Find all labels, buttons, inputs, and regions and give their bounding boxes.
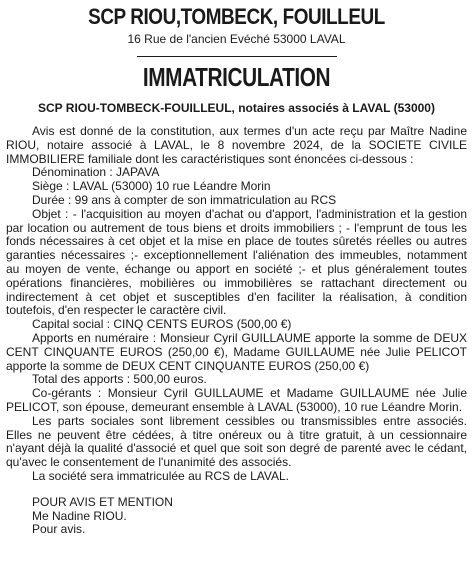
siege-line: Siège : LAVAL (53000) 10 rue Léandre Morin [32,179,271,194]
notice-type-title: IMMATRICULATION [142,62,331,92]
cogerants-paragraph: Co-gérants : Monsieur Cyril GUILLAUME et Madame GUILLAUME née Julie PELICOT, son épouse, demeurant ensemble à LAVAL (53000), 10 rue Léandre Morin. [6,386,467,414]
notice-subheading: SCP RIOU-TOMBECK-FOUILLEUL, notaires associés à LAVAL (53000) [38,101,435,115]
closing-mention: POUR AVIS ET MENTION [32,494,173,509]
intro-paragraph: Avis est donné de la constitution, aux termes d'un acte reçu par Maître Nadine RIOU, notaire associé à LAVAL, le 8 novembre 2024, de la SOCIETE CIVILE IMMOBILIERE familiale dont les caractéristiques sont énoncées ci-dessous : [6,124,467,166]
capital-line: Capital social : CINQ CENTS EUROS (500,00 €) [32,317,292,332]
objet-paragraph: Objet : - l'acquisition au moyen d'achat ou d'apport, l'administration et la gestion par location ou autrement de tous biens et droits immobiliers ; - l'emprunt de tous les fonds nécessaires à cet objet et la mise en place de toutes sûretés réelles ou autres garanties nécessaires ;- exceptionnellement l'aliénation des immeubles, notamment au moyen de vente, échange ou apport en société ;- et plus généralement toutes opérations financières, mobilières ou immobilières se rattachant directement ou indirectement à cet objet et susceptibles d'en faciliter la réalisation, à condition toutefois, d'en respecter le caractère civil. [6,206,467,318]
immatriculation-line: La société sera immatriculée au RCS de LAVAL. [32,468,290,483]
parts-sociales-paragraph: Les parts sociales sont librement cessibles ou transmissibles entre associés. Elles ne peuvent être cédées, à titre onéreux ou à titre gratuit, à un cessionnaire n'ayant déjà la qualité d'associé et quel que soit son degré de parenté avec le cédant, qu'avec le consentement de l'unanimité des associés. [6,413,467,470]
duree-line: Durée : 99 ans à compter de son immatriculation au RCS [32,192,337,207]
firm-address: 16 Rue de l'ancien Evéché 53000 LAVAL [127,32,346,46]
notice-body [6,125,467,484]
firm-name: SCP RIOU,TOMBECK, FOUILLEUL [88,4,385,29]
total-apports-line: Total des apports : 500,00 euros. [32,372,207,387]
divider [137,56,337,57]
closing-block [6,496,467,537]
apports-paragraph: Apports en numéraire : Monsieur Cyril GUILLAUME apporte la somme de DEUX CENT CINQUANTE EUROS (250,00 €), Madame GUILLAUME née Julie PELICOT apporte la somme de DEUX CENT CINQUANTE EUROS (250,00 €) [6,330,467,373]
denomination-line: Dénomination : JAPAVA [32,165,160,180]
closing-pour-avis: Pour avis. [32,522,86,537]
closing-signatory: Me Nadine RIOU. [32,508,127,523]
